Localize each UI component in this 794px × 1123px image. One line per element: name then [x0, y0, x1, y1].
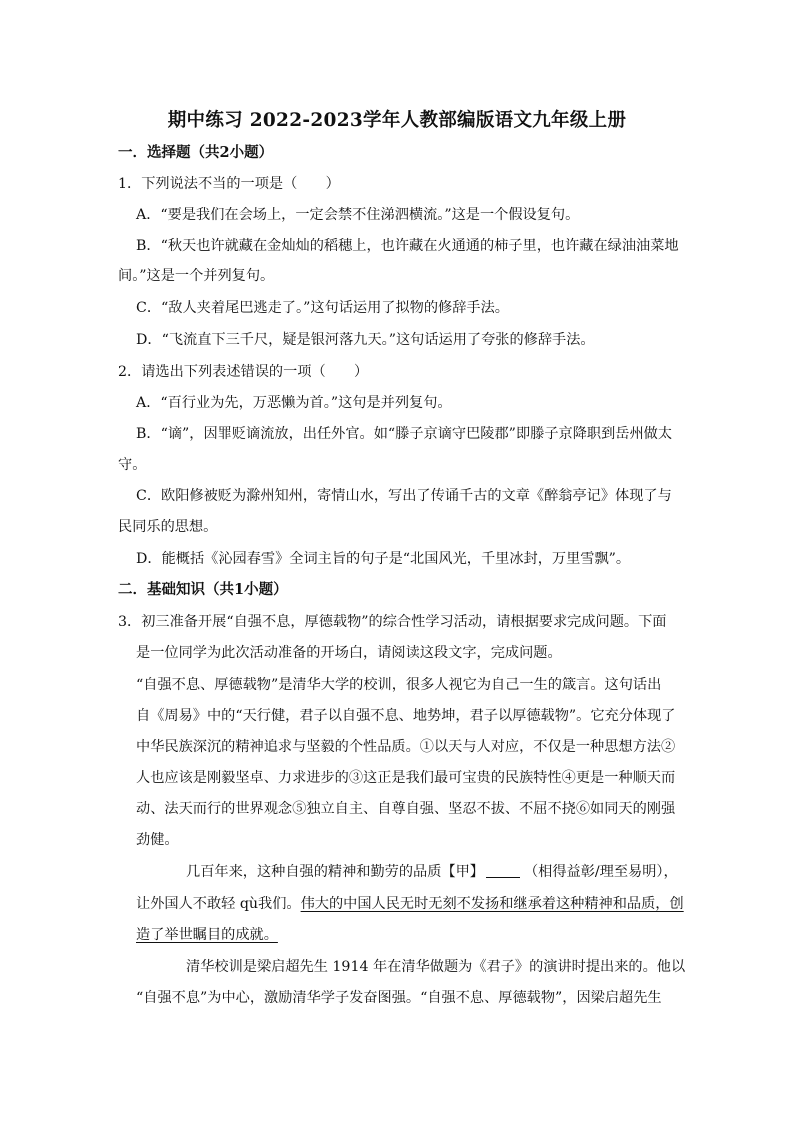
question-1-stem: 1．下列说法不当的一项是（ ）	[118, 176, 340, 192]
answer-blank-jia[interactable]	[486, 863, 520, 878]
question-1-option-d: D．“飞流直下三千尺，疑是银河落九天。”这句话运用了夸张的修辞手法。	[136, 332, 595, 348]
question-2-option-b-cont: 守。	[118, 457, 147, 473]
question-3-stem: 3．初三准备开展“自强不息，厚德载物”的综合性学习活动，请根据要求完成问题。下面	[118, 614, 667, 630]
passage-paragraph-1-line-6: 劲健。	[136, 832, 179, 848]
passage-paragraph-1-line-3: 中华民族深沉的精神追求与坚毅的个性品质。①以天与人对应，不仅是一种思想方法②	[136, 739, 676, 755]
section-heading-choice: 一．选择题（共2小题）	[118, 144, 274, 161]
question-2-option-d: D．能概括《沁园春雪》全词主旨的句子是“北国风光，千里冰封，万里雪飘”。	[136, 551, 631, 567]
passage-paragraph-1-line-2: 自《周易》中的“天行健，君子以自强不息、地势坤，君子以厚德载物”。它充分体现了	[136, 708, 676, 724]
question-1-option-a: A．“要是我们在会场上，一定会禁不住涕泗横流。”这是一个假设复句。	[136, 207, 580, 223]
question-3-stem-cont: 是一位同学为此次活动准备的开场白，请阅读这段文字，完成问题。	[136, 645, 562, 661]
question-2-stem: 2．请选出下列表述错误的一项（ ）	[118, 364, 369, 380]
passage-text: 让外国人不敢轻 qù我们。	[136, 896, 301, 912]
question-1-option-b: B．“秋天也许就藏在金灿灿的稻穗上，也许藏在火通通的柿子里，也许藏在绿油油菜地	[136, 238, 679, 254]
page-title: 期中练习 2022-2023学年人教部编版语文九年级上册	[167, 110, 627, 131]
question-1-option-b-cont: 间。”这是一个并列复句。	[118, 268, 275, 284]
passage-paragraph-1-line-4: 人也应该是刚毅坚卓、力求进步的③这正是我们最可宝贵的民族特性④更是一种顺天而	[136, 770, 676, 786]
question-1-option-c: C．“敌人夹着尾巴逃走了。”这句话运用了拟物的修辞手法。	[136, 300, 509, 316]
section-heading-basics: 二．基础知识（共1小题）	[118, 581, 288, 598]
passage-paragraph-1-line-5: 动、法天而行的世界观念⑤独立自主、自尊自强、坚忍不拔、不屈不挠⑥如同天的刚强	[136, 801, 676, 817]
passage-paragraph-3-line-2: “自强不息”为中心，激励清华学子发奋图强。“自强不息、厚德载物”，因梁启超先生	[136, 990, 662, 1006]
underlined-sentence-cont: 造了举世瞩目的成就。	[136, 927, 278, 943]
question-2-option-c-cont: 民同乐的思想。	[118, 519, 218, 535]
passage-text: 几百年来，这种自强的精神和勤劳的品质【甲】	[186, 864, 484, 880]
passage-paragraph-1-line-1: “自强不息、厚德载物”是清华大学的校训，很多人视它为自己一生的箴言。这句话出	[136, 677, 662, 693]
passage-paragraph-2-line-1	[186, 862, 678, 882]
passage-paragraph-2-line-2	[136, 894, 684, 914]
underlined-sentence: 伟大的中国人民无时无刻不发扬和继承着这种精神和品质，创	[300, 896, 684, 912]
passage-paragraph-3-line-1: 清华校训是梁启超先生 1914 年在清华做题为《君子》的演讲时提出来的。他以	[186, 959, 686, 975]
question-2-option-b: B．“谪”，因罪贬谪流放，出任外官。如“滕子京谪守巴陵郡”即滕子京降职到岳州做太	[136, 426, 673, 442]
question-2-option-c: C．欧阳修被贬为滁州知州，寄情山水，写出了传诵千古的文章《醉翁亭记》体现了与	[136, 488, 672, 504]
passage-text: （相得益彰/理至易明），	[523, 864, 678, 880]
question-2-option-a: A．“百行业为先，万恶懒为首。”这句是并列复句。	[136, 395, 452, 411]
